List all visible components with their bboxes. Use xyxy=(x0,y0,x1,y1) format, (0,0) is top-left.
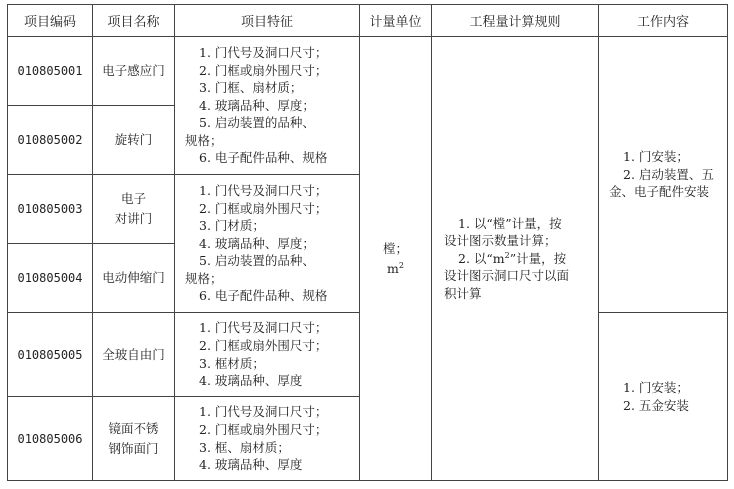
item-code: 010805004 xyxy=(8,244,93,313)
unit-line xyxy=(360,259,431,279)
item-name-line: 全玻自由门 xyxy=(102,346,165,362)
header-code: 项目编码 xyxy=(8,5,93,37)
rule-sup: 2 xyxy=(504,250,510,260)
item-code: 010805006 xyxy=(8,397,93,481)
feature-line: 3. 框材质； xyxy=(199,355,265,371)
feature-line: 2. 门框或扇外围尺寸； xyxy=(199,200,328,216)
feature-cell-group3 xyxy=(175,313,360,397)
feature-line: 4. 玻璃品种、厚度 xyxy=(199,373,303,389)
rule-line: 设计图示数量计算； xyxy=(444,233,557,249)
feature-line: 6. 电子配件品种、规格 xyxy=(199,150,328,166)
item-name-line: 电子 xyxy=(120,191,146,206)
header-name: 项目名称 xyxy=(93,5,175,37)
item-name xyxy=(93,37,175,106)
feature-line: 1. 门代号及洞口尺寸； xyxy=(199,44,328,60)
feature-line: 5. 启动装置的品种、 xyxy=(199,253,315,269)
feature-cell-group2 xyxy=(175,175,360,313)
bill-of-quantities-table xyxy=(7,4,728,481)
work-line: 1. 门安装； xyxy=(623,379,689,395)
rule-post: ”计量，按 xyxy=(509,250,567,266)
unit-sup: 2 xyxy=(398,260,404,270)
item-name-line: 电子感应门 xyxy=(102,63,165,78)
work-line: 金、电子配件安装 xyxy=(609,184,710,200)
table-row xyxy=(8,37,728,106)
rule-line: 1. 以“樘”计量，按 xyxy=(458,215,562,231)
feature-line: 规格； xyxy=(185,270,223,286)
unit-cell xyxy=(360,37,432,481)
rule-pre: 2. 以“m xyxy=(458,250,505,266)
feature-line: 2. 门框或扇外围尺寸； xyxy=(199,421,328,437)
header-rule: 工程量计算规则 xyxy=(432,5,599,37)
feature-line: 3. 门材质； xyxy=(199,218,265,234)
work-line: 1. 门安装； xyxy=(623,149,689,165)
feature-line: 3. 框、扇材质； xyxy=(199,439,290,455)
item-code: 010805003 xyxy=(8,175,93,244)
unit-m: m xyxy=(387,260,399,276)
feature-line: 2. 门框或扇外围尺寸； xyxy=(199,337,328,353)
item-code: 010805002 xyxy=(8,106,93,175)
feature-line: 4. 玻璃品种、厚度； xyxy=(199,235,315,251)
feature-line: 1. 门代号及洞口尺寸； xyxy=(199,320,328,336)
header-feature: 项目特征 xyxy=(175,5,360,37)
feature-line: 1. 门代号及洞口尺寸； xyxy=(199,182,328,198)
rule-line: 设计图示洞口尺寸以面 xyxy=(444,268,570,284)
unit-line: 樘； xyxy=(382,240,408,256)
feature-line: 6. 电子配件品种、规格 xyxy=(199,288,328,304)
work-cell-group2 xyxy=(599,313,728,481)
item-name-line: 对讲门 xyxy=(114,211,153,226)
header-work: 工作内容 xyxy=(599,5,728,37)
work-line: 2. 启动装置、五 xyxy=(623,166,714,182)
item-name-line: 钢饰面门 xyxy=(108,440,159,456)
feature-cell-group1 xyxy=(175,37,360,175)
item-code: 010805005 xyxy=(8,313,93,397)
header-row xyxy=(8,5,728,37)
feature-line: 规格； xyxy=(185,132,223,148)
feature-line: 2. 门框或扇外围尺寸； xyxy=(199,62,328,78)
item-code: 010805001 xyxy=(8,37,93,106)
work-cell-group1 xyxy=(599,37,728,313)
item-name xyxy=(93,175,175,244)
feature-line: 5. 启动装置的品种、 xyxy=(199,115,315,131)
rule-line: 积计算 xyxy=(444,285,482,301)
feature-line: 4. 玻璃品种、厚度； xyxy=(199,97,315,113)
work-line: 2. 五金安装 xyxy=(623,397,689,413)
feature-line: 3. 门框、扇材质； xyxy=(199,80,303,96)
item-name xyxy=(93,106,175,175)
item-name-line: 旋转门 xyxy=(114,132,153,147)
header-unit: 计量单位 xyxy=(360,5,432,37)
rule-line xyxy=(444,250,586,268)
item-name-line: 电动伸缩门 xyxy=(102,270,165,285)
item-name-line: 镜面不锈 xyxy=(108,420,159,436)
feature-line: 1. 门代号及洞口尺寸； xyxy=(199,404,328,420)
item-name xyxy=(93,244,175,313)
item-name xyxy=(93,397,175,481)
item-name xyxy=(93,313,175,397)
feature-cell-group4 xyxy=(175,397,360,481)
rule-cell xyxy=(432,37,599,481)
feature-line: 4. 玻璃品种、厚度 xyxy=(199,457,303,473)
